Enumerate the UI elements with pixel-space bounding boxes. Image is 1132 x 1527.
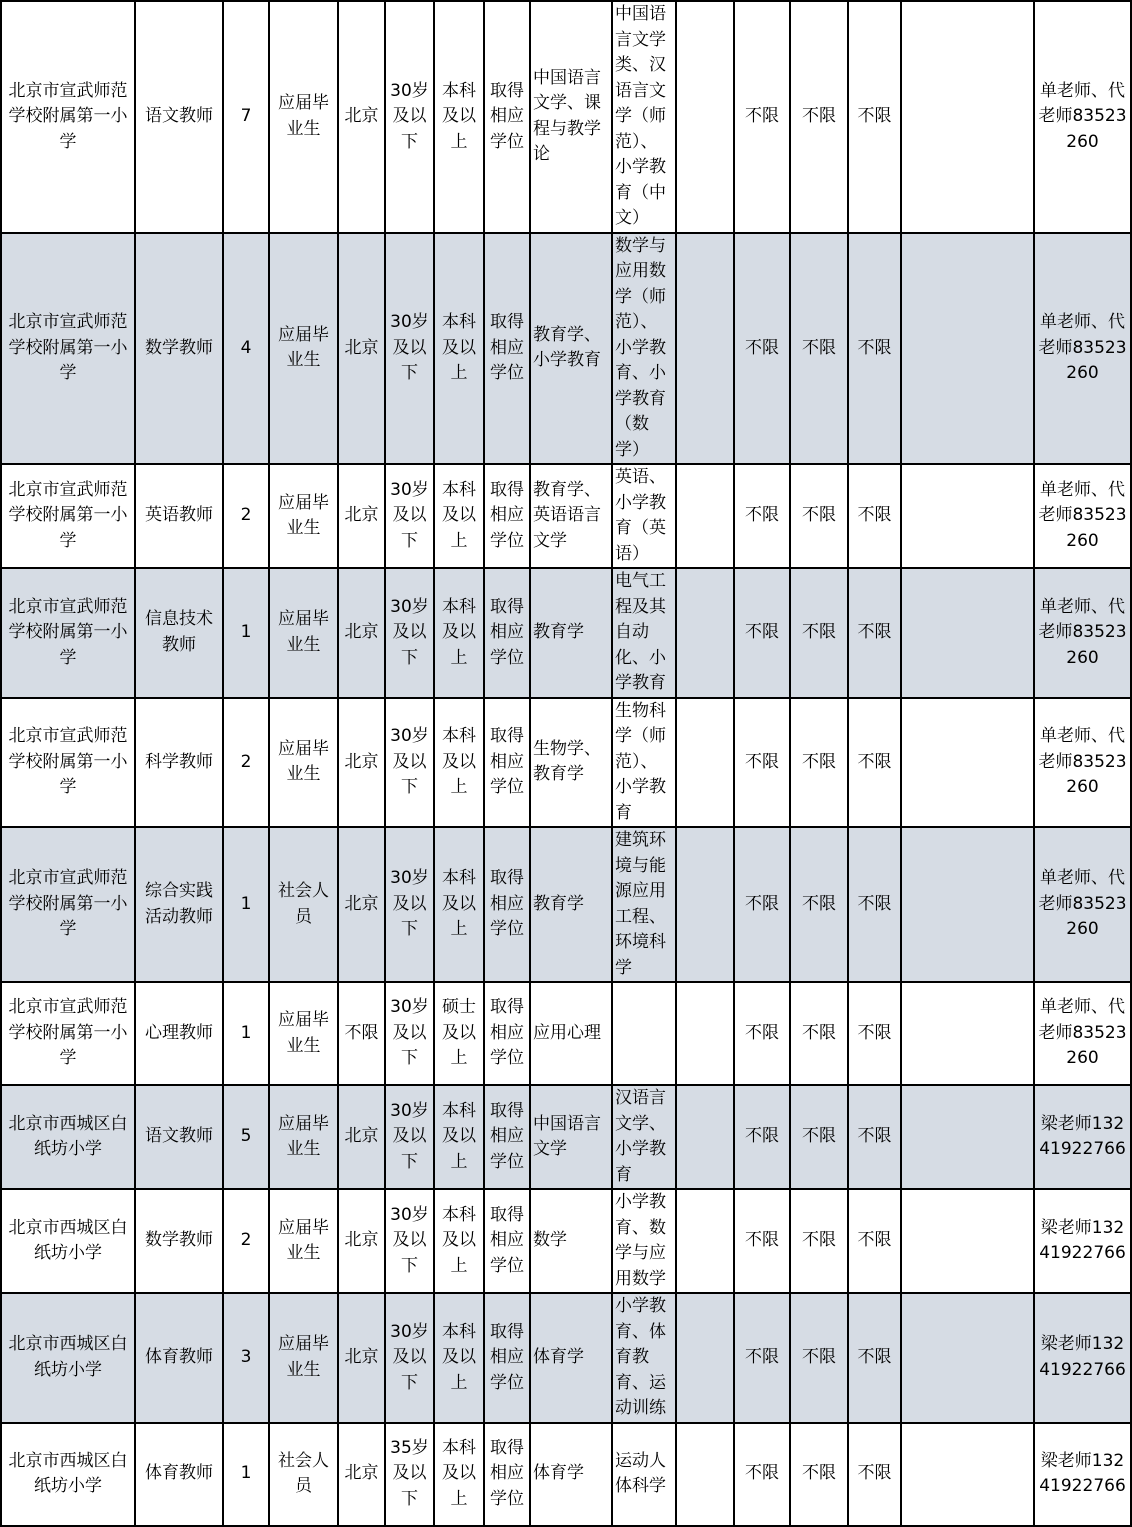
limit-cell: 不限	[848, 1085, 901, 1189]
major-cell: 体育学	[530, 1293, 612, 1423]
major-cell: 教育学、小学教育	[530, 233, 612, 465]
degree-cell: 取得相应学位	[484, 827, 530, 982]
major-detail-cell: 小学教育、体育教育、运动训练	[612, 1293, 676, 1423]
hukou-cell: 北京	[338, 827, 385, 982]
education-cell: 本科及以上	[434, 1293, 484, 1423]
hukou-cell: 北京	[338, 464, 385, 568]
identity-cell: 社会人员	[269, 1423, 338, 1526]
identity-cell: 应届毕业生	[269, 1293, 338, 1423]
major-detail-cell: 运动人体科学	[612, 1423, 676, 1526]
empty-cell	[901, 568, 1034, 698]
limit-cell: 不限	[790, 827, 848, 982]
school-cell: 北京市宣武师范学校附属第一小学	[1, 568, 135, 698]
school-cell: 北京市西城区白纸坊小学	[1, 1189, 135, 1293]
position-cell: 体育教师	[135, 1423, 223, 1526]
limit-cell: 不限	[734, 568, 790, 698]
contact-cell: 梁老师13241922766	[1034, 1189, 1131, 1293]
empty-cell	[676, 1423, 734, 1526]
contact-cell: 单老师、代老师83523260	[1034, 1, 1131, 233]
count-cell: 2	[223, 1189, 269, 1293]
count-cell: 1	[223, 1423, 269, 1526]
empty-cell	[676, 464, 734, 568]
hukou-cell: 北京	[338, 233, 385, 465]
education-cell: 本科及以上	[434, 464, 484, 568]
major-cell: 中国语言文学	[530, 1085, 612, 1189]
contact-cell: 单老师、代老师83523260	[1034, 827, 1131, 982]
age-cell: 30岁及以下	[385, 1189, 434, 1293]
degree-cell: 取得相应学位	[484, 1085, 530, 1189]
limit-cell: 不限	[848, 827, 901, 982]
major-detail-cell: 建筑环境与能源应用工程、环境科学	[612, 827, 676, 982]
contact-cell: 单老师、代老师83523260	[1034, 464, 1131, 568]
position-cell: 信息技术教师	[135, 568, 223, 698]
age-cell: 30岁及以下	[385, 1, 434, 233]
count-cell: 4	[223, 233, 269, 465]
degree-cell: 取得相应学位	[484, 698, 530, 828]
school-cell: 北京市宣武师范学校附属第一小学	[1, 982, 135, 1085]
table-row	[1, 698, 1131, 828]
contact-cell: 梁老师13241922766	[1034, 1423, 1131, 1526]
major-detail-cell: 中国语言文学类、汉语言文学（师范）、小学教育（中文）	[612, 1, 676, 233]
limit-cell: 不限	[790, 698, 848, 828]
limit-cell: 不限	[790, 1085, 848, 1189]
major-cell: 体育学	[530, 1423, 612, 1526]
limit-cell: 不限	[848, 464, 901, 568]
contact-cell: 梁老师13241922766	[1034, 1085, 1131, 1189]
table-row	[1, 1189, 1131, 1293]
position-cell: 体育教师	[135, 1293, 223, 1423]
major-detail-cell: 数学与应用数学（师范）、小学教育、小学教育（数学）	[612, 233, 676, 465]
limit-cell: 不限	[848, 1293, 901, 1423]
limit-cell: 不限	[848, 1423, 901, 1526]
limit-cell: 不限	[734, 1, 790, 233]
empty-cell	[676, 1, 734, 233]
position-cell: 科学教师	[135, 698, 223, 828]
age-cell: 30岁及以下	[385, 827, 434, 982]
count-cell: 2	[223, 698, 269, 828]
limit-cell: 不限	[790, 982, 848, 1085]
degree-cell: 取得相应学位	[484, 233, 530, 465]
identity-cell: 应届毕业生	[269, 1189, 338, 1293]
empty-cell	[901, 698, 1034, 828]
empty-cell	[676, 1085, 734, 1189]
education-cell: 本科及以上	[434, 1, 484, 233]
age-cell: 30岁及以下	[385, 1293, 434, 1423]
major-cell: 生物学、教育学	[530, 698, 612, 828]
contact-cell: 单老师、代老师83523260	[1034, 982, 1131, 1085]
empty-cell	[676, 568, 734, 698]
table-row	[1, 1423, 1131, 1526]
major-detail-cell: 英语、小学教育（英语）	[612, 464, 676, 568]
position-cell: 语文教师	[135, 1, 223, 233]
major-cell: 中国语言文学、课程与教学论	[530, 1, 612, 233]
empty-cell	[676, 982, 734, 1085]
school-cell: 北京市宣武师范学校附属第一小学	[1, 827, 135, 982]
empty-cell	[901, 464, 1034, 568]
contact-cell: 梁老师13241922766	[1034, 1293, 1131, 1423]
table-row	[1, 464, 1131, 568]
limit-cell: 不限	[848, 1, 901, 233]
hukou-cell: 不限	[338, 982, 385, 1085]
count-cell: 3	[223, 1293, 269, 1423]
education-cell: 本科及以上	[434, 1189, 484, 1293]
limit-cell: 不限	[734, 982, 790, 1085]
school-cell: 北京市宣武师范学校附属第一小学	[1, 1, 135, 233]
limit-cell: 不限	[848, 568, 901, 698]
limit-cell: 不限	[734, 1293, 790, 1423]
age-cell: 30岁及以下	[385, 233, 434, 465]
age-cell: 30岁及以下	[385, 982, 434, 1085]
age-cell: 30岁及以下	[385, 464, 434, 568]
education-cell: 本科及以上	[434, 698, 484, 828]
empty-cell	[676, 1189, 734, 1293]
count-cell: 1	[223, 982, 269, 1085]
empty-cell	[901, 1085, 1034, 1189]
position-cell: 数学教师	[135, 233, 223, 465]
table-row	[1, 1, 1131, 233]
limit-cell: 不限	[848, 698, 901, 828]
limit-cell: 不限	[790, 1189, 848, 1293]
education-cell: 本科及以上	[434, 827, 484, 982]
empty-cell	[901, 233, 1034, 465]
major-detail-cell: 小学教育、数学与应用数学	[612, 1189, 676, 1293]
empty-cell	[676, 827, 734, 982]
table-row	[1, 568, 1131, 698]
degree-cell: 取得相应学位	[484, 1293, 530, 1423]
hukou-cell: 北京	[338, 1, 385, 233]
table-row	[1, 827, 1131, 982]
limit-cell: 不限	[790, 1293, 848, 1423]
empty-cell	[901, 1293, 1034, 1423]
identity-cell: 应届毕业生	[269, 233, 338, 465]
school-cell: 北京市宣武师范学校附属第一小学	[1, 464, 135, 568]
hukou-cell: 北京	[338, 698, 385, 828]
major-detail-cell: 生物科学（师范）、小学教育	[612, 698, 676, 828]
table-row	[1, 233, 1131, 465]
degree-cell: 取得相应学位	[484, 1189, 530, 1293]
position-cell: 心理教师	[135, 982, 223, 1085]
hukou-cell: 北京	[338, 1189, 385, 1293]
contact-cell: 单老师、代老师83523260	[1034, 233, 1131, 465]
major-detail-cell: 电气工程及其自动化、小学教育	[612, 568, 676, 698]
hukou-cell: 北京	[338, 1085, 385, 1189]
limit-cell: 不限	[790, 568, 848, 698]
position-cell: 综合实践活动教师	[135, 827, 223, 982]
empty-cell	[901, 827, 1034, 982]
identity-cell: 应届毕业生	[269, 1, 338, 233]
limit-cell: 不限	[790, 464, 848, 568]
school-cell: 北京市宣武师范学校附属第一小学	[1, 233, 135, 465]
contact-cell: 单老师、代老师83523260	[1034, 568, 1131, 698]
limit-cell: 不限	[734, 1085, 790, 1189]
education-cell: 硕士及以上	[434, 982, 484, 1085]
limit-cell: 不限	[790, 1, 848, 233]
hukou-cell: 北京	[338, 1293, 385, 1423]
contact-cell: 单老师、代老师83523260	[1034, 698, 1131, 828]
degree-cell: 取得相应学位	[484, 568, 530, 698]
degree-cell: 取得相应学位	[484, 464, 530, 568]
school-cell: 北京市西城区白纸坊小学	[1, 1423, 135, 1526]
hukou-cell: 北京	[338, 568, 385, 698]
count-cell: 1	[223, 568, 269, 698]
school-cell: 北京市西城区白纸坊小学	[1, 1085, 135, 1189]
limit-cell: 不限	[790, 233, 848, 465]
table-row	[1, 1293, 1131, 1423]
age-cell: 30岁及以下	[385, 1085, 434, 1189]
hukou-cell: 北京	[338, 1423, 385, 1526]
major-cell: 教育学	[530, 568, 612, 698]
count-cell: 5	[223, 1085, 269, 1189]
limit-cell: 不限	[848, 233, 901, 465]
empty-cell	[676, 233, 734, 465]
age-cell: 35岁及以下	[385, 1423, 434, 1526]
limit-cell: 不限	[734, 698, 790, 828]
degree-cell: 取得相应学位	[484, 982, 530, 1085]
education-cell: 本科及以上	[434, 1085, 484, 1189]
major-cell: 数学	[530, 1189, 612, 1293]
limit-cell: 不限	[848, 1189, 901, 1293]
empty-cell	[901, 1423, 1034, 1526]
major-cell: 教育学、英语语言文学	[530, 464, 612, 568]
degree-cell: 取得相应学位	[484, 1423, 530, 1526]
count-cell: 7	[223, 1, 269, 233]
position-cell: 语文教师	[135, 1085, 223, 1189]
identity-cell: 应届毕业生	[269, 568, 338, 698]
limit-cell: 不限	[790, 1423, 848, 1526]
empty-cell	[676, 698, 734, 828]
major-detail-cell: 汉语言文学、小学教育	[612, 1085, 676, 1189]
education-cell: 本科及以上	[434, 1423, 484, 1526]
position-cell: 数学教师	[135, 1189, 223, 1293]
major-cell: 教育学	[530, 827, 612, 982]
table-row	[1, 1085, 1131, 1189]
table-body	[1, 1, 1131, 1526]
limit-cell: 不限	[734, 827, 790, 982]
position-cell: 英语教师	[135, 464, 223, 568]
identity-cell: 应届毕业生	[269, 1085, 338, 1189]
education-cell: 本科及以上	[434, 568, 484, 698]
identity-cell: 应届毕业生	[269, 698, 338, 828]
count-cell: 1	[223, 827, 269, 982]
major-cell: 应用心理	[530, 982, 612, 1085]
identity-cell: 应届毕业生	[269, 982, 338, 1085]
table-row	[1, 982, 1131, 1085]
limit-cell: 不限	[734, 1189, 790, 1293]
age-cell: 30岁及以下	[385, 568, 434, 698]
empty-cell	[901, 1, 1034, 233]
school-cell: 北京市宣武师范学校附属第一小学	[1, 698, 135, 828]
limit-cell: 不限	[848, 982, 901, 1085]
education-cell: 本科及以上	[434, 233, 484, 465]
limit-cell: 不限	[734, 1423, 790, 1526]
count-cell: 2	[223, 464, 269, 568]
degree-cell: 取得相应学位	[484, 1, 530, 233]
empty-cell	[901, 1189, 1034, 1293]
age-cell: 30岁及以下	[385, 698, 434, 828]
empty-cell	[676, 1293, 734, 1423]
limit-cell: 不限	[734, 464, 790, 568]
identity-cell: 应届毕业生	[269, 464, 338, 568]
limit-cell: 不限	[734, 233, 790, 465]
school-cell: 北京市西城区白纸坊小学	[1, 1293, 135, 1423]
empty-cell	[901, 982, 1034, 1085]
identity-cell: 社会人员	[269, 827, 338, 982]
major-detail-cell	[612, 982, 676, 1085]
